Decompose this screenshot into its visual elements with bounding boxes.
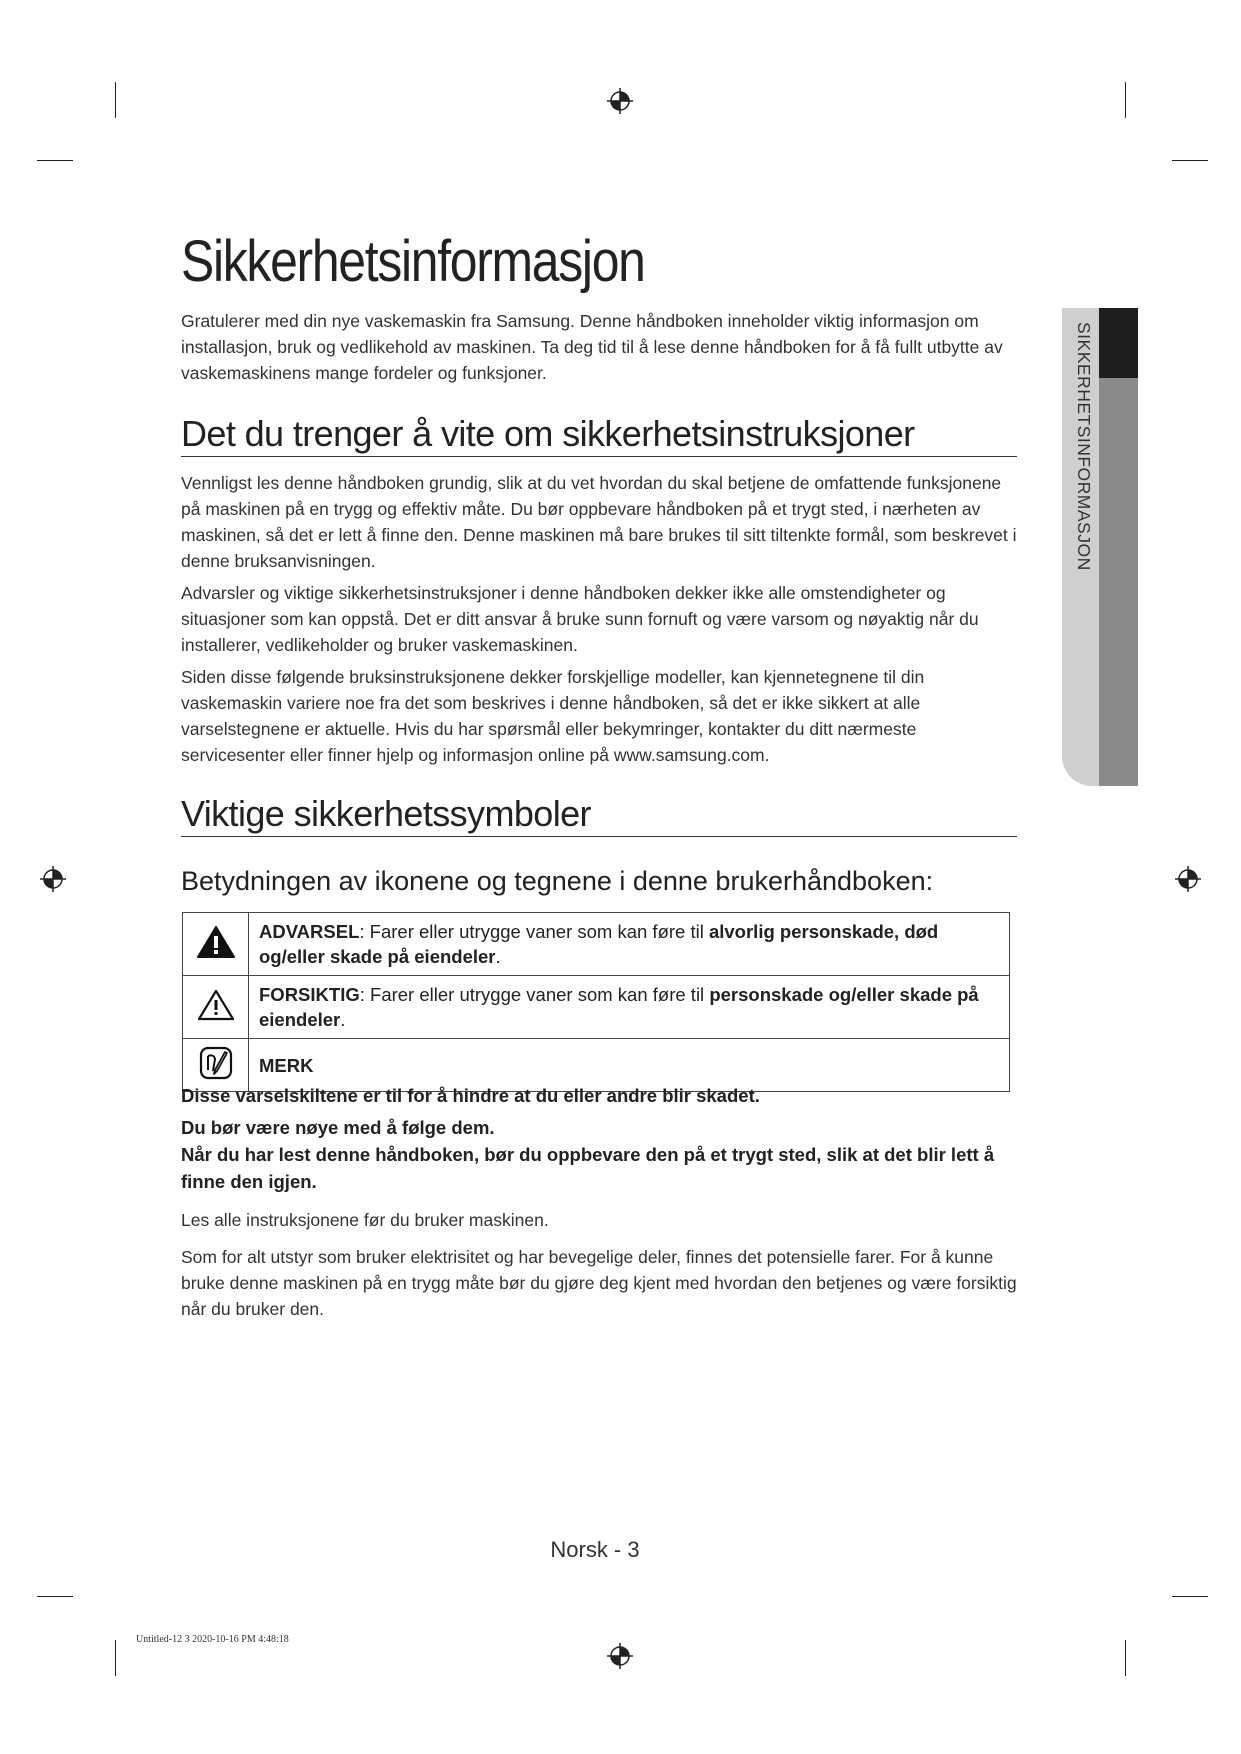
crop-mark [1172, 160, 1208, 161]
registration-mark-icon [40, 866, 66, 892]
side-tab-label: SIKKERHETSINFORMASJON [1074, 322, 1094, 571]
intro-paragraph: Gratulerer med din nye vaskemaskin fra Samsung. Denne håndboken inneholder viktig informasjon om installasjon, bruk og vedlikehold av maskinen. Ta deg tid til å lese denne håndboken for å få fullt utbytte av vaskemaskinens mange fordeler og funksjoner. [181, 311, 1003, 383]
symbol-cell [183, 976, 249, 1039]
symbol-label: ADVARSEL [259, 921, 360, 942]
table-row [183, 976, 1010, 1039]
section1-paragraph: Vennligst les denne håndboken grundig, slik at du vet hvordan du skal betjene de omfattende funksjonene på maskinen på en trygg og effektiv måte. Du bør oppbevare håndboken på et trygt sted, i nærheten av maskinen, så det er lett å finne den. Denne maskinen må bare brukes til sitt tiltenkte formål, som beskrevet i denne bruksanvisningen. [181, 473, 1017, 571]
crop-mark [1125, 82, 1126, 118]
side-tab-bar [1099, 378, 1138, 786]
page-number: Norsk - 3 [550, 1537, 640, 1562]
symbol-end: . [495, 946, 501, 967]
symbol-label: FORSIKTIG [259, 984, 360, 1005]
warning-filled-icon [196, 925, 236, 959]
registration-mark-icon [1175, 866, 1201, 892]
registration-mark-icon [607, 88, 633, 114]
note-icon [198, 1045, 234, 1081]
symbol-text: : Farer eller utrygge vaner som kan føre til [359, 984, 710, 1005]
table-row [183, 913, 1010, 976]
section1-paragraph: Siden disse følgende bruksinstruksjonene dekker forskjellige modeller, kan kjennetegnene til din vaskemaskin variere noe fra det som beskrives i denne håndboken, så det er ikke sikkert at alle varselstegnene er aktuelle. Hvis du har spørsmål eller bekymringer, kontakter du ditt nærmeste servicesenter eller finner hjelp og informasjon online på www.samsung.com. [181, 667, 925, 765]
closing-paragraph: Som for alt utstyr som bruker elektrisitet og har bevegelige deler, finnes det potensielle farer. For å kunne bruke denne maskinen på en trygg måte bør du gjøre deg kjent med hvordan den betjenes og være forsiktig når du bruker den. [181, 1247, 1017, 1319]
section-heading-safety-instructions: Det du trenger å vite om sikkerhetsinstruksjoner [181, 412, 1017, 457]
symbol-description [249, 913, 1010, 976]
crop-mark [37, 1596, 73, 1597]
registration-mark-icon [607, 1643, 633, 1669]
closing-paragraph: Les alle instruksjonene før du bruker maskinen. [181, 1210, 549, 1230]
warning-note: Når du har lest denne håndboken, bør du oppbevare den på et trygt sted, slik at det blir lett å finne den igjen. [181, 1144, 995, 1192]
side-tab-marker [1099, 308, 1138, 378]
symbol-emphasis: alvorlig personskade, død og/eller skade på eiendeler [259, 921, 939, 967]
section-heading-safety-symbols: Viktige sikkerhetssymboler [181, 792, 1017, 837]
symbol-description [249, 976, 1010, 1039]
symbol-end: . [340, 1009, 346, 1030]
symbol-label: MERK [259, 1054, 314, 1076]
warning-note: Du bør være nøye med å følge dem. [181, 1117, 495, 1138]
page-title: Sikkerhetsinformasjon [181, 229, 645, 294]
crop-mark [1172, 1596, 1208, 1597]
crop-mark [115, 1640, 116, 1676]
symbol-text: : Farer eller utrygge vaner som kan føre til [359, 921, 709, 942]
print-slug: Untitled-12 3 2020-10-16 PM 4:48:18 [136, 1634, 289, 1645]
symbol-cell [183, 913, 249, 976]
crop-mark [37, 160, 73, 161]
crop-mark [115, 82, 116, 118]
symbols-subheading: Betydningen av ikonene og tegnene i denne brukerhåndboken: [181, 866, 934, 896]
section1-paragraph: Advarsler og viktige sikkerhetsinstruksjoner i denne håndboken dekker ikke alle omstendigheter og situasjoner som kan oppstå. Det er ditt ansvar å bruke sunn fornuft og være varsom og nøyaktig når du installerer, vedlikeholder og bruker vaskemaskinen. [181, 583, 979, 655]
crop-mark [1125, 1640, 1126, 1676]
caution-outline-icon [196, 988, 236, 1022]
symbol-emphasis: personskade og/eller skade på eiendeler [259, 984, 979, 1030]
warning-note: Disse varselskiltene er til for å hindre at du eller andre blir skadet. [181, 1085, 760, 1106]
symbols-table [182, 912, 1010, 1092]
